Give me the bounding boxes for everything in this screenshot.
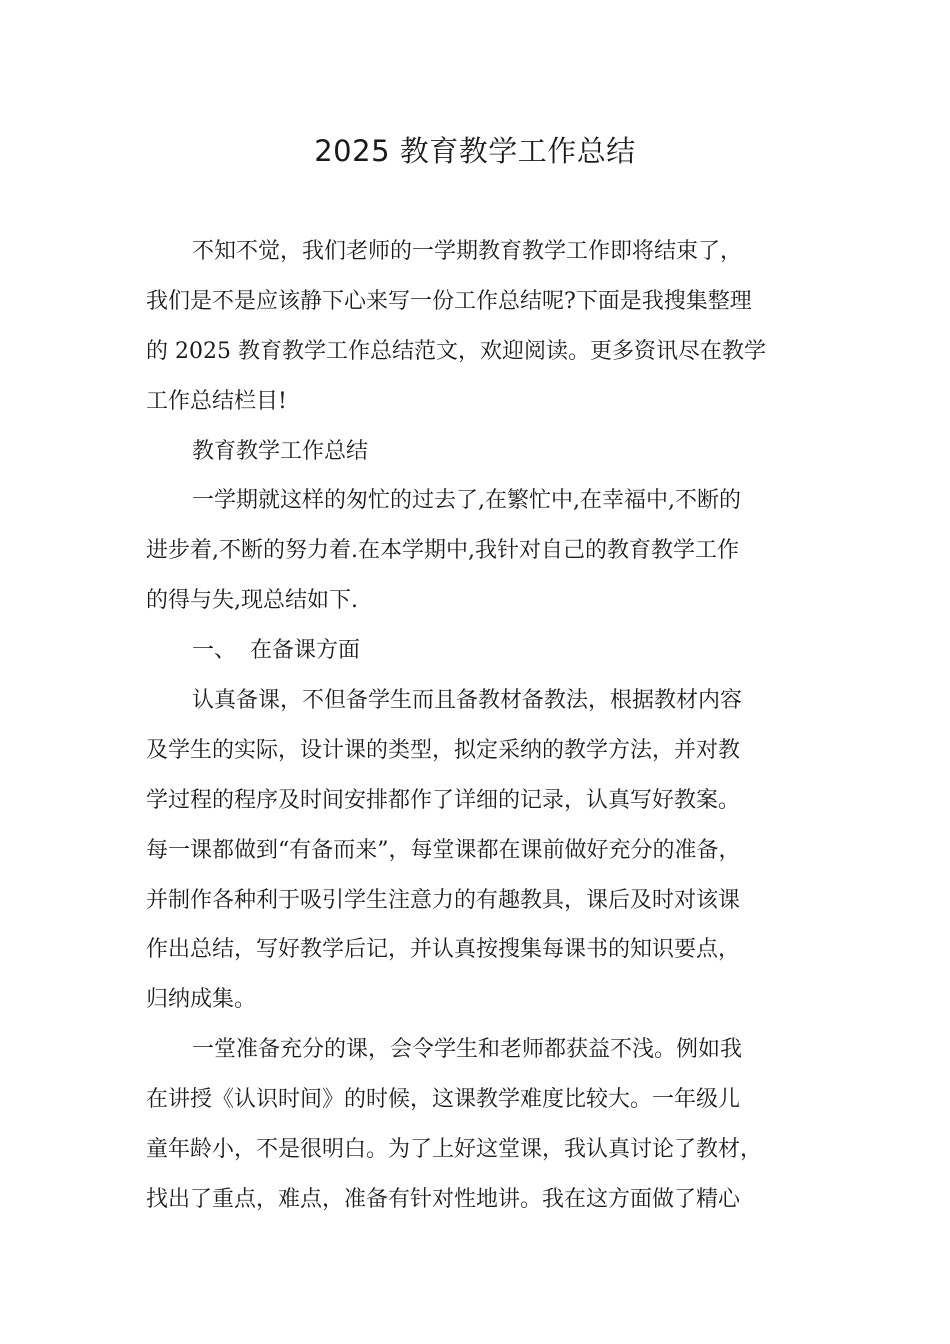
text-line: 工作总结栏目! <box>146 388 287 414</box>
text-line: 找出了重点，难点，准备有针对性地讲。我在这方面做了精心 <box>146 1186 741 1212</box>
document-title: 2025 教育教学工作总结 <box>314 134 636 168</box>
text-line: 及学生的实际，设计课的类型，拟定采纳的教学方法，并对教 <box>146 737 741 763</box>
text-line: 在讲授《认识时间》的时候，这课教学难度比较大。一年级儿 <box>146 1087 741 1113</box>
text-line: 认真备课，不但备学生而且备教材备教法，根据教材内容 <box>192 688 743 714</box>
text-line: 每一课都做到“有备而来”，每堂课都在课前做好充分的准备， <box>146 837 741 863</box>
text-line: 的得与失,现总结如下. <box>146 588 358 614</box>
text-line: 进步着,不断的努力着.在本学期中,我针对自己的教育教学工作 <box>146 538 739 564</box>
section-heading: 一、 在备课方面 <box>192 638 360 664</box>
text-line: 归纳成集。 <box>146 987 257 1013</box>
text-line: 一学期就这样的匆忙的过去了,在繁忙中,在幸福中,不断的 <box>192 488 741 514</box>
text-line: 并制作各种利于吸引学生注意力的有趣教具，课后及时对该课 <box>146 887 741 913</box>
document-body <box>146 227 811 1225</box>
text-line: 我们是不是应该静下心来写一份工作总结呢?下面是我搜集整理 <box>146 288 752 314</box>
text-line: 学过程的程序及时间安排都作了详细的记录，认真写好教案。 <box>146 787 741 813</box>
section-heading: 教育教学工作总结 <box>192 438 369 464</box>
text-line: 的 2025 教育教学工作总结范文，欢迎阅读。更多资讯尽在教学 <box>146 338 766 364</box>
text-line: 一堂准备充分的课，会令学生和老师都获益不浅。例如我 <box>192 1037 743 1063</box>
text-line: 作出总结，写好教学后记，并认真按搜集每课书的知识要点， <box>146 937 741 963</box>
text-line: 不知不觉，我们老师的一学期教育教学工作即将结束了， <box>192 239 743 264</box>
text-line: 童年龄小，不是很明白。为了上好这堂课，我认真讨论了教材， <box>146 1137 763 1163</box>
